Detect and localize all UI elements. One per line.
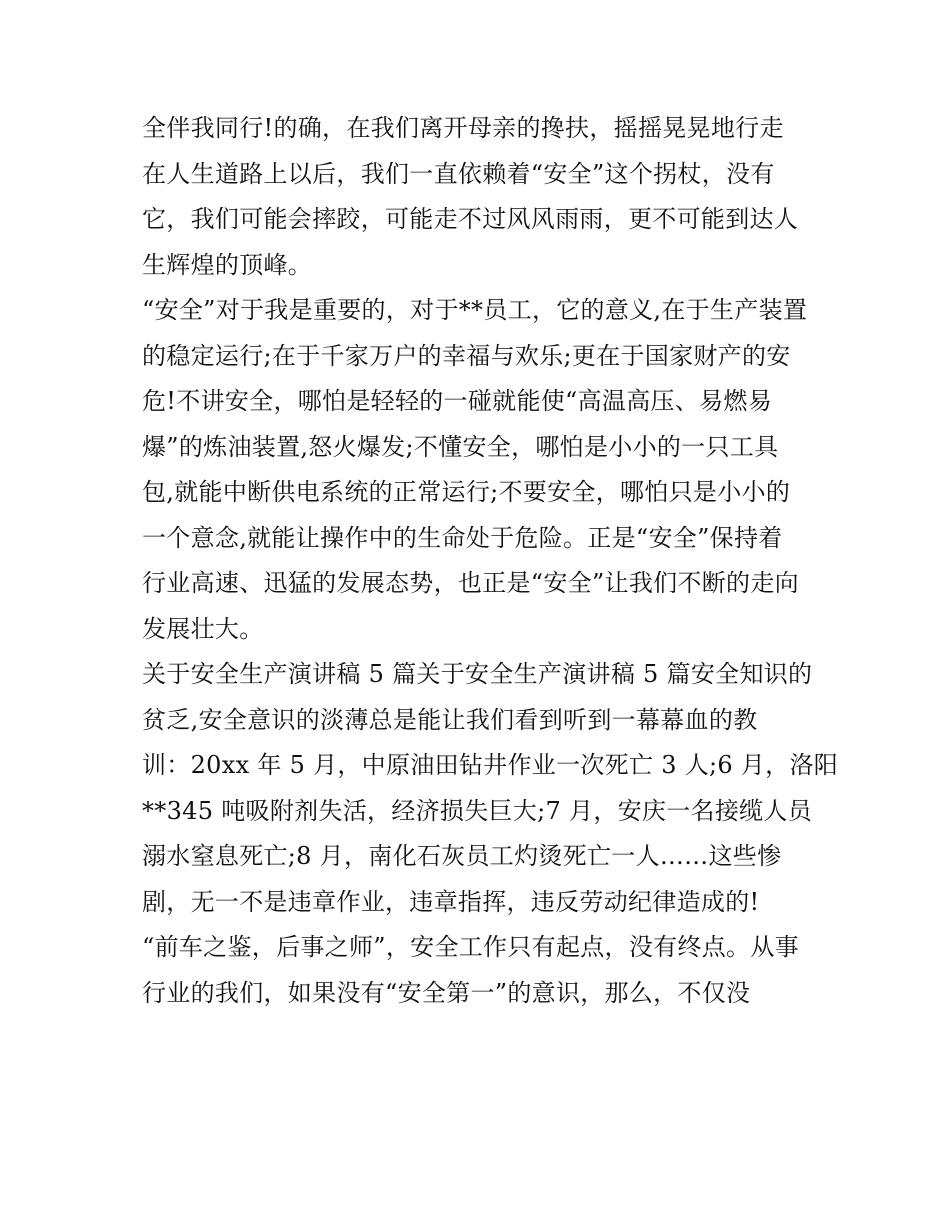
text-line: 全伴我同行!的确，在我们离开母亲的搀扶，摇摇晃晃地行走 [142,114,784,142]
text-line: 行业高速、迅猛的发展态势，也正是“安全”让我们不断的走向 [142,569,799,597]
text-line: 危!不讲安全，哪怕是轻轻的一碰就能使“高温高压、易燃易 [142,387,773,415]
text-line: “前车之鉴，后事之师”，安全工作只有起点，没有终点。从事 [142,933,799,961]
text-line: 它，我们可能会摔跤，可能走不过风风雨雨，更不可能到达人 [142,205,799,233]
text-line: 剧，无一不是违章作业，违章指挥，违反劳动纪律造成的! [142,887,760,916]
text-line: 训：20xx 年 5 月，中原油田钻井作业一次死亡 3 人;6 月，洛阳 [142,751,839,779]
text-line: 一个意念,就能让操作中的生命处于危险。正是“安全”保持着 [142,523,783,552]
text-line: 爆”的炼油装置,怒火爆发;不懂安全，哪怕是小小的一只工具 [142,432,779,461]
text-line: 包,就能中断供电系统的正常运行;不要安全，哪怕只是小小的 [142,478,791,506]
text-line: 行业的我们，如果没有“安全第一”的意识，那么，不仅没 [142,978,751,1007]
text-line: 关于安全生产演讲稿 5 篇关于安全生产演讲稿 5 篇安全知识的 [142,660,813,688]
document-body [142,106,839,1016]
text-line: **345 吨吸附剂失活，经济损失巨大;7 月，安庆一名接缆人员 [142,796,813,825]
text-line: 生辉煌的顶峰。 [142,250,313,279]
text-line: 发展壮大。 [142,614,264,643]
text-line: 贫乏,安全意识的淡薄总是能让我们看到听到一幕幕血的教 [142,705,758,734]
text-line: 的稳定运行;在于千家万户的幸福与欢乐;更在于国家财产的安 [142,341,791,370]
text-line: 溺水窒息死亡;8 月，南化石灰员工灼烫死亡一人……这些惨 [142,842,782,870]
text-line: 在人生道路上以后，我们一直依赖着“安全”这个拐杖，没有 [142,159,775,188]
text-line: “安全”对于我是重要的，对于**员工，它的意义,在于生产装置 [142,296,808,324]
